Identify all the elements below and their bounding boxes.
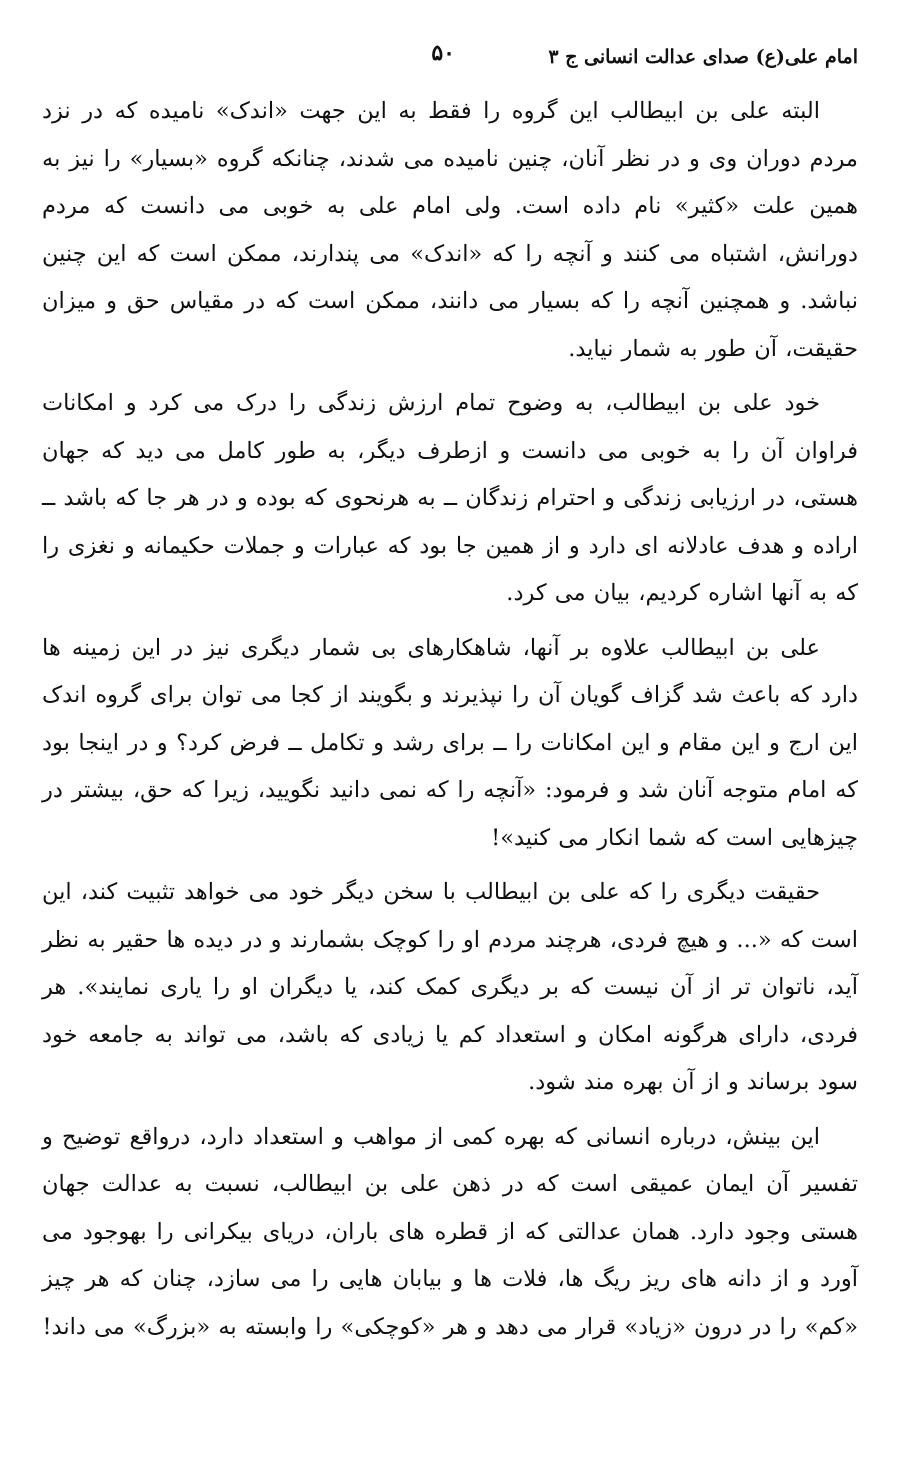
paragraph-4: حقیقت دیگری را که علی بن ابیطالب با سخن دیگر خود می خواهد تثبیت کند، این است که «... و هیچ فردی، هرچند مردم او را کوچک بشمارند و در دیده ها حقیر به نظر آید، ناتوان تر از آن نیست که بر دیگری کمک کند، یا دیگران او را یاری نمایند». هر فردی، دارای هرگونه امکان و استعداد کم یا زیادی که باشد، می تواند به جامعه خود سود برساند و از آن بهره مند شود. bbox=[42, 879, 858, 1095]
body-text bbox=[42, 88, 858, 1351]
running-title: امام علی(ع) صدای عدالت انسانی ج ۳ bbox=[548, 46, 858, 68]
page-number: ۵۰ bbox=[431, 40, 455, 66]
page-header bbox=[42, 40, 858, 74]
paragraph-5: این بینش، درباره انسانی که بهره کمی از مواهب و استعداد دارد، درواقع توضیح و تفسیر آن ایمان عمیقی است که در ذهن علی بن ابیطالب، نسبت به عدالت جهان هستی وجود دارد. همان عدالتی که از قطره های باران، دریای بیکرانی را بهوجود می آورد و از دانه های ریز ریگ ها، فلات ها و بیابان هایی را می سازد، چنان که هر چیز «کم» را در درون «زیاد» قرار می دهد و هر «کوچکی» را وابسته به «بزرگ» می داند! bbox=[42, 1123, 858, 1340]
paragraph-2: خود علی بن ابیطالب، به وضوح تمام ارزش زندگی را درک می کرد و امکانات فراوان آن را به خوبی می دانست و ازطرف دیگر، به طور کامل می دید که جهان هستی، در ارزیابی زندگی و احترام زندگان ــ به هرنحوی که بوده و در هر جا که باشد ــ اراده و هدف عادلانه ای دارد و از همین جا بود که عبارات و جملات حکیمانه و نغزی را که به آنها اشاره کردیم، بیان می کرد. bbox=[42, 390, 858, 606]
paragraph-1: البته علی بن ابیطالب این گروه را فقط به این جهت «اندک» نامیده که در نزد مردم دوران وی و در نظر آنان، چنین نامیده می شدند، چنانکه گروه «بسیار» را نیز به همین علت «کثیر» نام داده است. ولی امام علی به خوبی می دانست که مردم دورانش، اشتباه می کنند و آنچه را که «اندک» می پندارند، ممکن است که این چنین نباشد. و همچنین آنچه را که بسیار می دانند، ممکن است که در مقیاس حق و میزان حقیقت، آن طور به شمار نیاید. bbox=[42, 98, 858, 362]
paragraph-3: علی بن ابیطالب علاوه بر آنها، شاهکارهای بی شمار دیگری نیز در این زمینه ها دارد که باعث شد گزاف گویان آن را نپذیرند و بگویند از کجا می توان برای گروه اندک این ارج و این مقام و این امکانات را ــ برای رشد و تکامل ــ فرض کرد؟ و در اینجا بود که امام متوجه آنان شد و فرمود: «آنچه را که نمی دانید نگویید، زیرا که حق، بیشتر در چیزهایی است که شما انکار می کنید»! bbox=[42, 634, 858, 851]
